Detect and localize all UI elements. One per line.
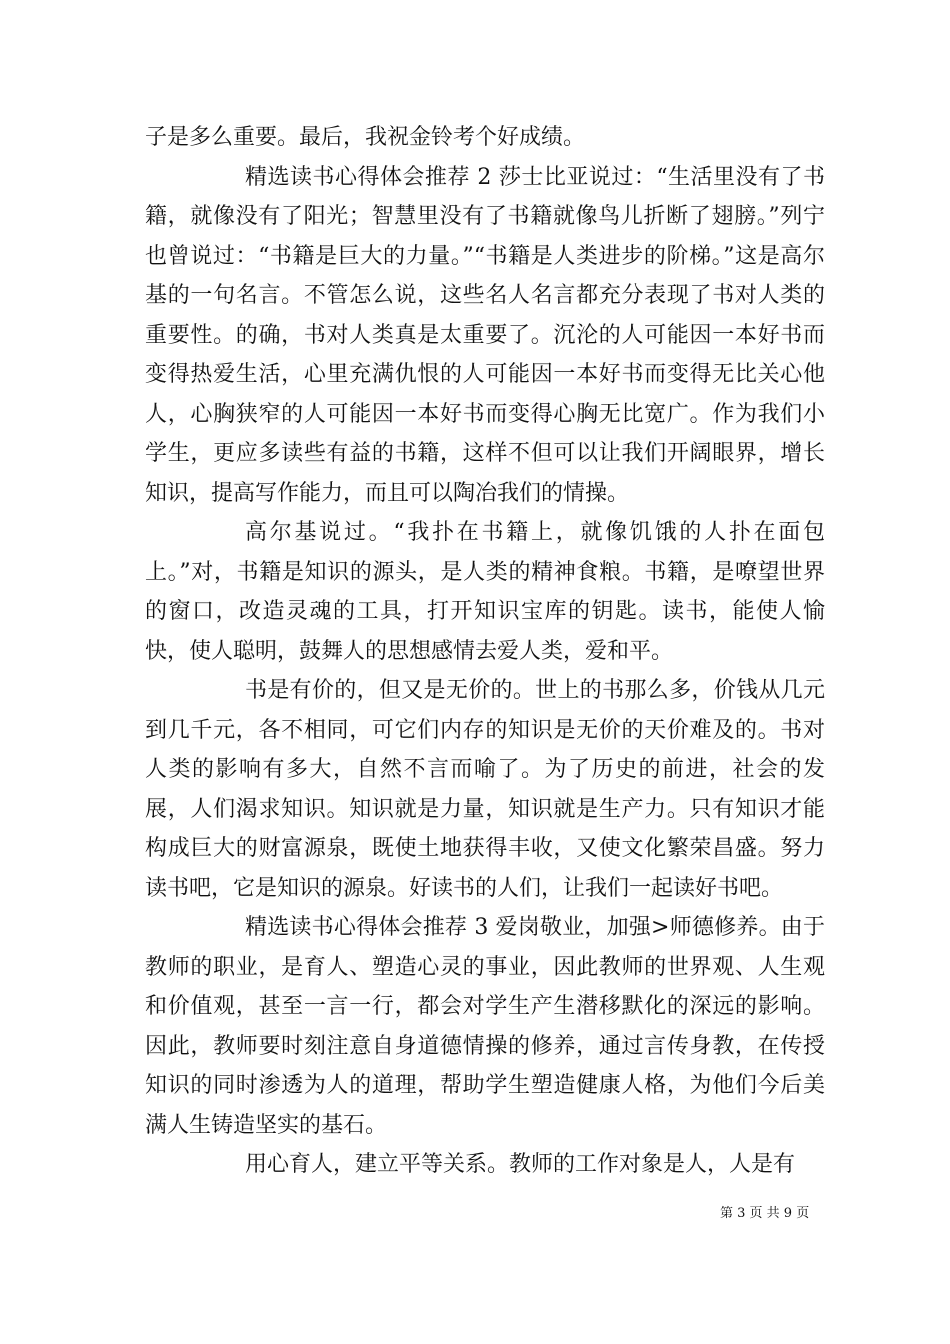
paragraph-teaching: 用心育人，建立平等关系。教师的工作对象是人，人是有 bbox=[245, 1152, 796, 1177]
paragraph-recommendation-3: 精选读书心得体会推荐 3 爱岗敬业，加强>师德修养。由于教师的职业，是育人、塑造心灵的事业，因此教师的世界观、人生观和价值观，甚至一言一行，都会对学生产生潜移默化的深远的影响。因此，教师要时刻注意自身道德情操的修养，通过言传身教，在传授知识的同时渗透为人的道理，帮助学生塑造健康人格，为他们今后美满人生铸造坚实的基石。 bbox=[145, 915, 825, 1138]
page-number-footer: 第 3 页 共 9 页 bbox=[720, 1206, 810, 1221]
document-body bbox=[145, 118, 825, 1185]
paragraph-gorky-quote: 高尔基说过。“我扑在书籍上，就像饥饿的人扑在面包上。”对，书籍是知识的源头，是人类的精神食粮。书籍，是嘹望世界的窗口，改造灵魂的工具，打开知识宝库的钥匙。读书，能使人愉快，使人聪明，鼓舞人的思想感情去爱人类，爱和平。 bbox=[145, 520, 825, 664]
paragraph-value-of-books: 书是有价的，但又是无价的。世上的书那么多，价钱从几元到几千元，各不相同，可它们内存的知识是无价的天价难及的。书对人类的影响有多大，自然不言而喻了。为了历史的前进，社会的发展，人们渴求知识。知识就是力量，知识就是生产力。只有知识才能构成巨大的财富源泉，既使土地获得丰收，又使文化繁荣昌盛。努力读书吧，它是知识的源泉。好读书的人们，让我们一起读好书吧。 bbox=[145, 678, 825, 901]
paragraph-recommendation-2: 精选读书心得体会推荐 2 莎士比亚说过：“生活里没有了书籍，就像没有了阳光；智慧里没有了书籍就像鸟儿折断了翅膀。”列宁也曾说过：“书籍是巨大的力量。”“书籍是人类进步的阶梯。”这是高尔基的一句名言。不管怎么说，这些名人名言都充分表现了书对人类的重要性。的确，书对人类真是太重要了。沉沦的人可能因一本好书而变得热爱生活，心里充满仇恨的人可能因一本好书而变得无比关心他人，心胸狭窄的人可能因一本好书而变得心胸无比宽广。作为我们小学生，更应多读些有益的书籍，这样不但可以让我们开阔眼界，增长知识，提高写作能力，而且可以陶冶我们的情操。 bbox=[145, 164, 825, 506]
paragraph-continuation: 子是多么重要。最后，我祝金铃考个好成绩。 bbox=[145, 125, 586, 150]
